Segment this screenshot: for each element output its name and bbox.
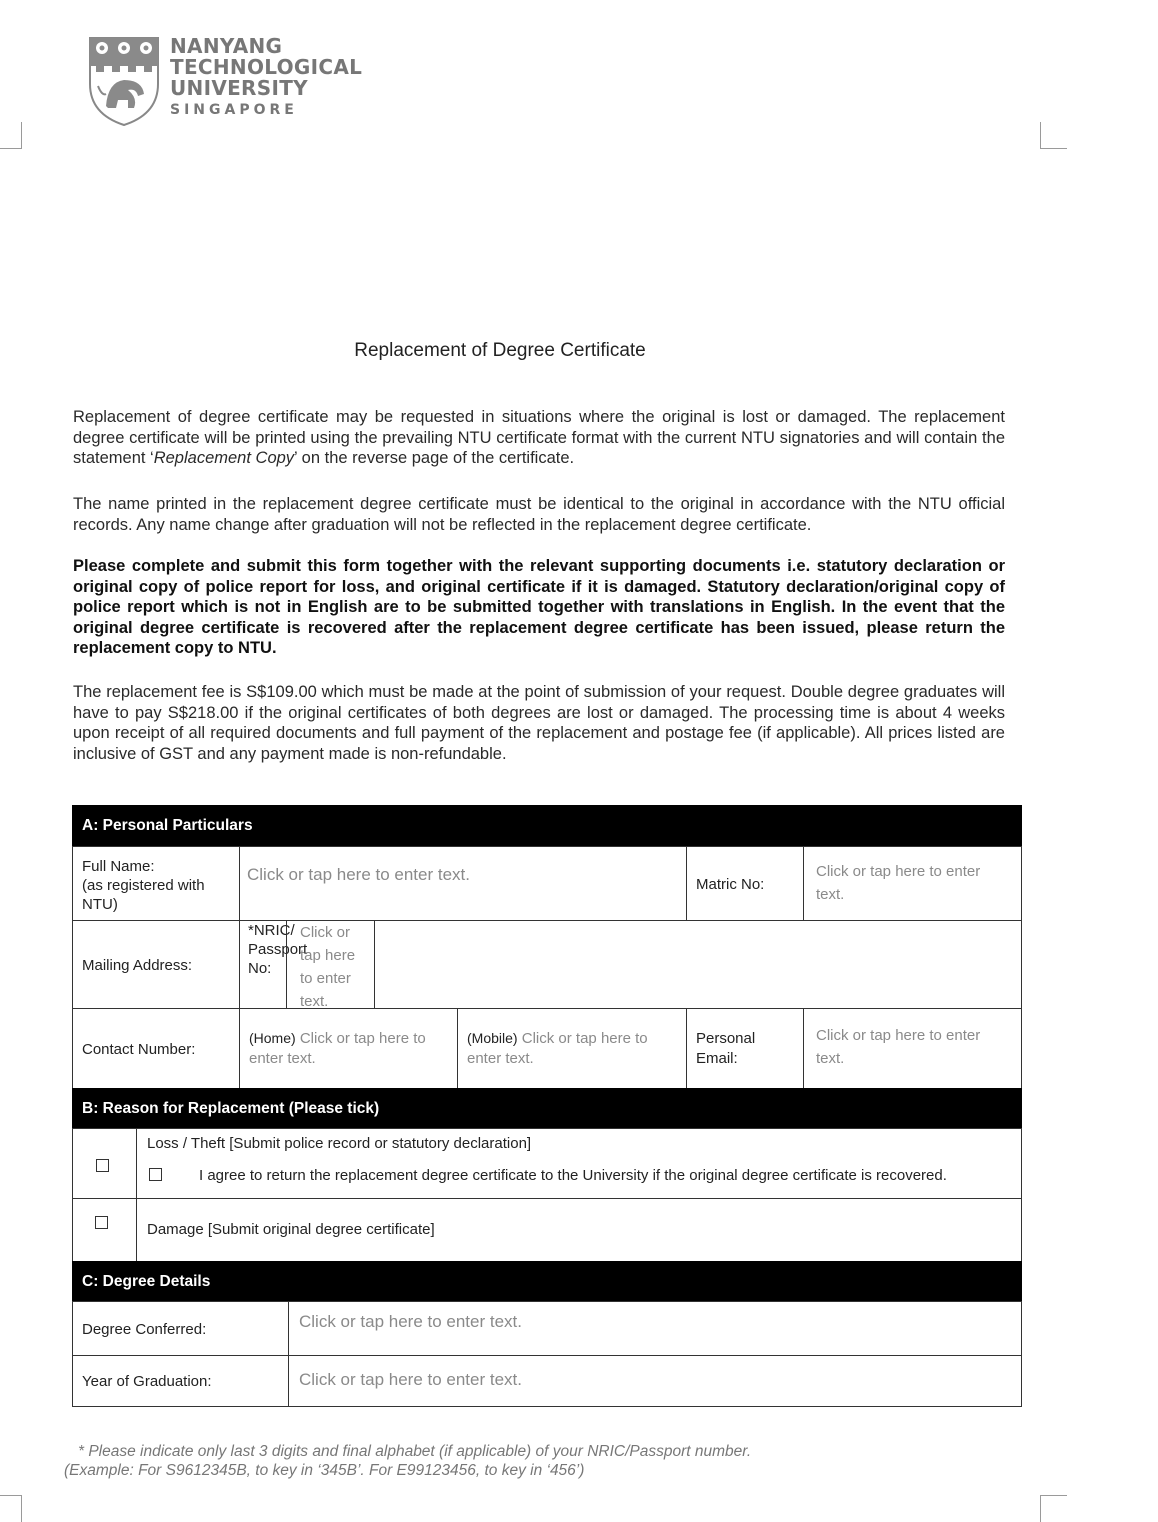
section-c-header: C: Degree Details [72,1261,1022,1302]
full-name-label-cell [72,846,240,921]
year-of-graduation-field[interactable] [288,1355,1022,1407]
damage-checkbox-cell [72,1198,137,1262]
nric-placeholder: Click or tap here to enter text. [300,924,356,1010]
home-phone-prefix: (Home) [249,1030,296,1046]
loss-checkbox-cell [72,1128,137,1199]
application-form [72,805,1022,1407]
loss-option-cell [136,1128,1022,1199]
personal-email-label: Personal Email: [686,1008,804,1089]
intro-text-italic: Replacement Copy [153,449,295,468]
logo-line-technological: TECHNOLOGICAL [170,55,363,79]
intro-text-start: Replacement of degree certificate may be requested in situations where the original is lost or damaged. The replacement degree certificate will be printed using the prevailing NTU certificate format with the current NTU signatories and will contain the statement ‘ [73,408,1005,468]
footnote-line-1: * Please indicate only last 3 digits and final alphabet (if applicable) of your NRIC/Passport number. [78,1443,752,1460]
degree-conferred-label: Degree Conferred: [72,1301,289,1356]
full-name-placeholder: Click or tap here to enter text. [247,865,470,884]
home-phone-placeholder: Click or tap here to enter text. [249,1030,426,1067]
university-logo [88,34,363,128]
agree-checkbox[interactable] [149,1168,162,1181]
home-phone-field[interactable] [239,1008,458,1089]
logo-line-university: UNIVERSITY [170,76,308,100]
intro-text-end: ’ on the reverse page of the certificate. [294,449,575,468]
full-name-label: Full Name: [82,858,155,875]
page-title: Replacement of Degree Certificate [354,340,646,361]
personal-email-field[interactable] [803,1008,1022,1089]
year-of-graduation-label: Year of Graduation: [72,1355,289,1407]
matric-label: Matric No: [686,846,804,921]
full-name-field[interactable] [239,846,687,921]
loss-checkbox[interactable] [96,1159,109,1172]
crop-mark-bottom-left [0,1495,22,1522]
mobile-phone-placeholder: Click or tap here to enter text. [467,1030,648,1067]
crop-mark-bottom-right [1040,1495,1067,1522]
section-b-header: B: Reason for Replacement (Please tick) [72,1088,1022,1129]
section-a-header: A: Personal Particulars [72,805,1022,846]
instructions-paragraph: Please complete and submit this form together with the relevant supporting documents i.e. statutory declaration or original copy of police report for loss, and original certificate if it is damaged. Statutory declaration/original copy of police report which is not in English are to be submitted together with translations in English. In the event that the original degree certificate is recovered after the replacement degree certificate has been issued, please return the replacement copy to NTU. [73,557,1005,658]
damage-option-cell [136,1198,1022,1262]
damage-label: Damage [Submit original degree certificate] [147,1221,435,1238]
loss-theft-label: Loss / Theft [Submit police record or statutory declaration] [147,1135,532,1152]
contact-number-label: Contact Number: [72,1008,240,1089]
matric-placeholder: Click or tap here to enter text. [816,863,981,903]
degree-conferred-placeholder: Click or tap here to enter text. [299,1312,522,1331]
fee-paragraph: The replacement fee is S$109.00 which must be made at the point of submission of your request. Double degree graduates will have to pay S$218.00 if the original certificates of both degrees are lost or damaged. The processing time is about 4 weeks upon receipt of all required documents and full payment of the replacement and postage fee (if applicable). All prices listed are inclusive of GST and any payment made is non-refundable. [73,683,1005,763]
personal-email-placeholder: Click or tap here to enter text. [816,1027,981,1067]
mailing-address-label: Mailing Address: [72,920,240,1009]
crop-mark-top-left [0,122,22,149]
mobile-phone-field[interactable] [457,1008,687,1089]
year-of-graduation-placeholder: Click or tap here to enter text. [299,1370,522,1389]
damage-checkbox[interactable] [95,1216,108,1229]
full-name-sublabel: (as registered with NTU) [82,877,205,913]
mobile-phone-prefix: (Mobile) [467,1030,518,1046]
footnote-line-2: (Example: For S9612345B, to key in ‘345B’. For E99123456, to key in ‘456’) [64,1462,585,1479]
logo-line-singapore: SINGAPORE [170,102,298,118]
degree-conferred-field[interactable] [288,1301,1022,1356]
intro-paragraph [73,407,1005,469]
matric-field[interactable] [803,846,1022,921]
nric-label: *NRIC/ Passport No: [239,920,287,1009]
university-crest-icon [88,36,160,126]
agree-label: I agree to return the replacement degree certificate to the University if the original degree certificate is recovered. [199,1167,947,1184]
name-paragraph: The name printed in the replacement degree certificate must be identical to the original in accordance with the NTU official records. Any name change after graduation will not be reflected in the replacement degree certificate. [73,495,1005,534]
logo-line-nanyang: NANYANG [170,34,283,58]
nric-field[interactable] [286,920,375,1009]
crop-mark-top-right [1040,122,1067,149]
